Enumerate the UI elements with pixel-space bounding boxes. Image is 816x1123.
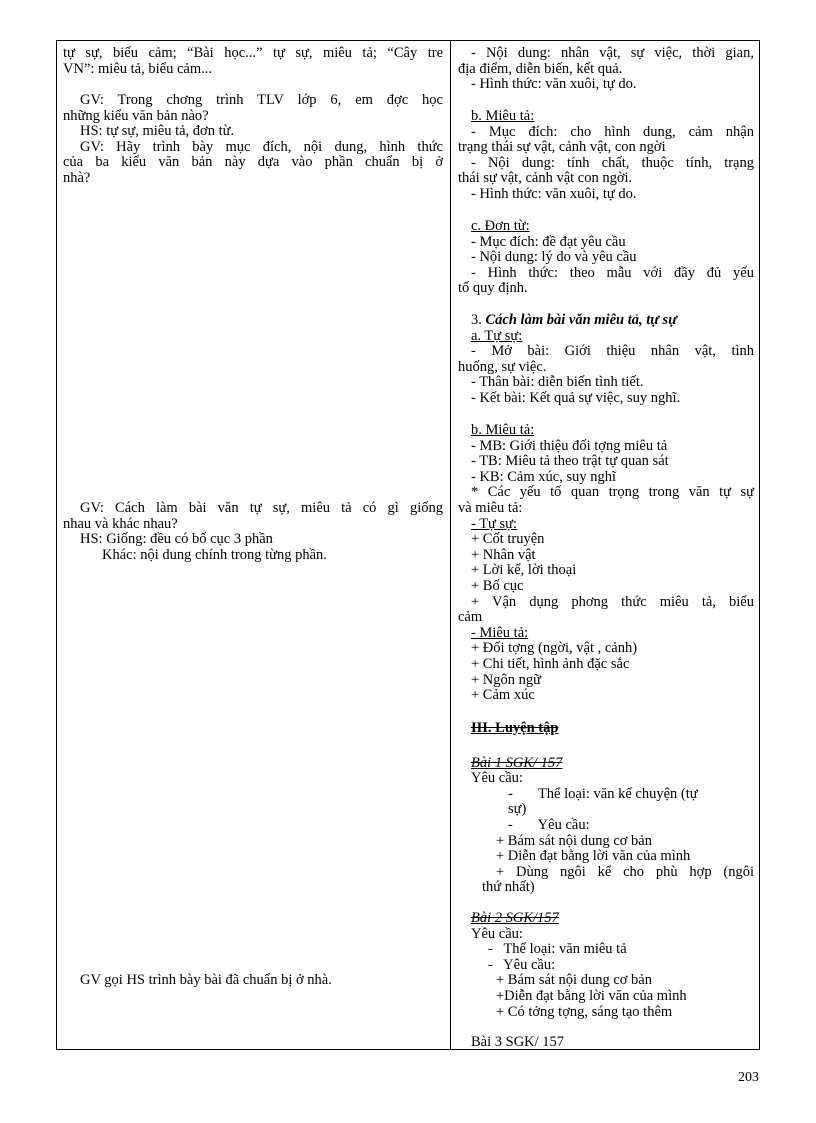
left-block-3 <box>63 501 443 563</box>
text-line: - Mục đích: đề đạt yêu cầu <box>471 233 626 250</box>
text-line: trạng thái sự vật, cảnh vật, con ngời <box>458 139 666 156</box>
list-item: - Yêu cầu: <box>508 816 590 833</box>
text-line: - Nội dung: tính chất, thuộc tính, trạng <box>471 154 754 171</box>
right-block-3 <box>458 219 754 297</box>
list-item: +Diễn đạt bằng lời văn của mình <box>496 987 687 1004</box>
list-item: + Ngôn ngữ <box>471 671 542 688</box>
subsection-heading: - Tự sự: <box>471 515 518 532</box>
text-line: những kiểu văn bản nào? <box>63 107 209 124</box>
left-block-2 <box>63 93 443 187</box>
list-item: - Yêu cầu: <box>488 956 556 973</box>
text-line: - Hình thức: theo mẫu với đầy đủ yếu <box>471 264 754 281</box>
list-item: + Cảm xúc <box>471 687 535 704</box>
exercise-heading: Bài 2 SGK/157 <box>471 909 559 926</box>
list-item: + Lời kể, lời thoại <box>471 562 577 579</box>
list-item: + Bám sát nội dung cơ bản <box>496 972 652 989</box>
text-line: địa điểm, diễn biến, kết quả. <box>458 60 623 77</box>
text-line: - Mở bài: Giới thiệu nhân vật, tình <box>471 343 754 360</box>
subsection-heading: - Miêu tả: <box>471 624 529 641</box>
text-line: huống, sự việc. <box>458 358 547 375</box>
list-item: + Nhân vật <box>471 546 536 563</box>
text-line: - MB: Giới thiệu đối tợng miêu tả <box>471 437 668 454</box>
right-block-4 <box>458 313 754 407</box>
list-item: + Bám sát nội dung cơ bản <box>496 832 652 849</box>
right-block-5 <box>458 423 754 704</box>
section-title: III. Luyện tập <box>471 720 559 736</box>
text-line: - TB: Miêu tả theo trật tự quan sát <box>471 453 669 470</box>
list-item: thứ nhất) <box>482 879 535 896</box>
text-line: - Hình thức: văn xuôi, tự do. <box>471 76 637 93</box>
list-item: + Dùng ngôi kể cho phù hợp (ngôi <box>496 863 754 880</box>
text-line: HS: Giống: đều có bố cục 3 phần <box>80 531 273 548</box>
text-line: - Nội dung: lý do và yêu cầu <box>471 249 637 266</box>
section-heading: b. Miêu tả: <box>471 422 535 438</box>
text-line: thái sự vật, cảnh vật con ngời. <box>458 170 633 187</box>
right-block-6 <box>458 721 754 1051</box>
text-line: - KB: Cảm xúc, suy nghĩ <box>471 468 616 485</box>
exercise-heading: Bài 3 SGK/ 157 <box>471 1034 565 1051</box>
page-number: 203 <box>738 1070 759 1085</box>
list-item: + Bố cục <box>471 577 524 594</box>
text-line: VN”: miêu tả, biểu cảm... <box>63 60 212 77</box>
left-block-4 <box>63 973 443 989</box>
list-item: - Thể loại: văn kể chuyện (tự <box>508 785 698 802</box>
text-line: tự sự, biểu cảm; “Bài học...” tự sự, miêu tả; “Cây tre <box>63 45 443 61</box>
right-block-2 <box>458 109 754 203</box>
list-item: + Có tởng tợng, sáng tạo thêm <box>496 1003 673 1020</box>
text-line: GV: Trong chơng trình TLV lớp 6, em đợc học <box>80 92 443 108</box>
text-line: tố quy định. <box>458 280 528 297</box>
list-item: + Cốt truyện <box>471 531 545 548</box>
text-line: - Hình thức: văn xuôi, tự do. <box>471 185 637 202</box>
list-item: sự) <box>508 801 527 818</box>
teacher-activity-column <box>63 41 443 1049</box>
section-heading: b. Miêu tả: <box>471 108 535 124</box>
list-item: - Thể loại: văn miêu tả <box>488 941 627 958</box>
section-title <box>458 313 754 329</box>
text-line: HS: tự sự, miêu tả, đơn từ. <box>80 123 235 140</box>
text-line: GV: Cách làm bài văn tự sự, miêu tả có gì giống <box>80 500 443 516</box>
content-table <box>56 40 760 1050</box>
text-line: nhà? <box>63 169 91 186</box>
list-item: + Diễn đạt bằng lời văn của mình <box>496 848 691 865</box>
section-title-text: Cách làm bài văn miêu tả, tự sự <box>485 312 677 328</box>
text-line: - Nội dung: nhân vật, sự việc, thời gian, <box>471 45 754 61</box>
list-item: + Vận dụng phơng thức miêu tả, biểu <box>471 593 754 610</box>
list-item: + Chi tiết, hình ảnh đặc sắc <box>471 655 630 672</box>
list-item: cảm <box>458 609 483 626</box>
column-divider <box>450 41 451 1049</box>
right-block-1 <box>458 46 754 93</box>
section-number: 3. <box>471 312 482 328</box>
content-column <box>458 41 754 1049</box>
text-line: nhau và khác nhau? <box>63 515 178 532</box>
exercise-heading: Bài 1 SGK/ 157 <box>471 754 563 771</box>
text-line: - Mục đích: cho hình dung, cảm nhận <box>471 123 754 140</box>
text-line: Khác: nội dung chính trong từng phần. <box>102 546 327 563</box>
text-line: - Thân bài: diễn biến tình tiết. <box>471 374 644 391</box>
text-line: * Các yếu tố quan trọng trong văn tự sự <box>471 484 754 501</box>
text-line: - Kết bài: Kết quả sự việc, suy nghĩ. <box>471 389 681 406</box>
text-line: của ba kiểu văn bản này dựa vào phần chuẩn bị ở <box>63 154 443 171</box>
text-line: GV gọi HS trình bày bài đã chuẩn bị ở nhà. <box>80 972 332 988</box>
list-item: + Đối tợng (ngời, vật , cảnh) <box>471 640 638 657</box>
left-block-1 <box>63 46 443 77</box>
text-line: Yêu cầu: <box>471 925 523 942</box>
section-heading: c. Đơn từ: <box>471 218 530 234</box>
text-line: GV: Hãy trình bày mục đích, nội dung, hình thức <box>80 138 443 155</box>
subsection-heading: a. Tự sự: <box>471 327 523 344</box>
text-line: và miêu tả: <box>458 499 523 516</box>
text-line: Yêu cầu: <box>471 770 523 787</box>
